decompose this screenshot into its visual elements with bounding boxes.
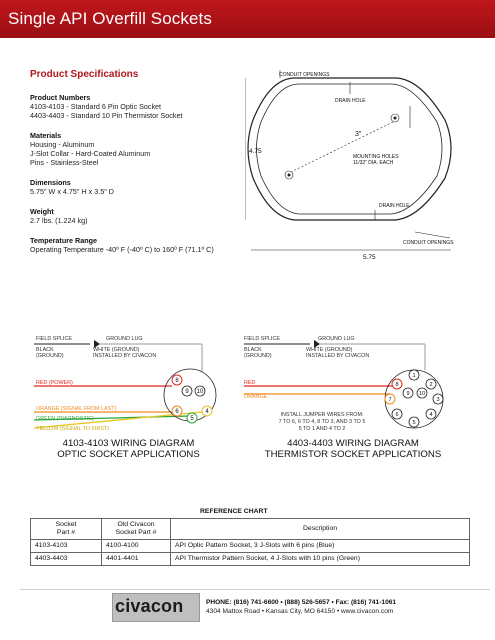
header-bar — [0, 0, 495, 38]
table-header-socket — [31, 519, 102, 540]
optic-orange-label: ORANGE (SIGNAL FROM LAST) — [36, 406, 117, 412]
reference-chart-title: REFERENCE CHART — [200, 508, 268, 515]
socket-dimension-drawing — [245, 60, 485, 270]
table-cell: 4103-4103 — [31, 540, 102, 553]
ground-lug-icon — [94, 340, 100, 348]
therm-installed-label: INSTALLED BY CIVACON — [306, 353, 370, 359]
leader-line — [415, 232, 450, 238]
therm-pin-10: 10 — [418, 391, 426, 397]
spec-line: 4403-4403 - Standard 10 Pin Thermistor Socket — [30, 111, 183, 120]
optic-caption-subtitle: OPTIC SOCKET APPLICATIONS — [57, 449, 200, 460]
spec-label: Temperature Range — [30, 236, 97, 245]
optic-black-label: BLACK — [36, 347, 54, 353]
thermistor-socket-face — [380, 366, 460, 432]
jumper-instruction-2: 7 TO 6, 6 TO 4, 8 TO 3, AND 3 TO 5 — [278, 419, 366, 425]
optic-pin-9: 9 — [185, 389, 189, 395]
spec-weight — [30, 207, 245, 225]
table-cell: API Thermistor Pattern Socket, 4 J-Slots with 10 pins (Green) — [171, 553, 470, 566]
three-inch-label: 3" — [355, 131, 362, 138]
optic-white-label: WHITE (GROUND) — [93, 347, 140, 353]
therm-caption-title: 4403-4403 WIRING DIAGRAM — [287, 438, 419, 449]
drain-hole-top-label: DRAIN HOLE — [335, 98, 366, 104]
footer-phone: PHONE: (816) 741-6600 • (888) 526-5657 • Fax: (816) 741-1061 — [206, 599, 397, 606]
spec-line: Pins - Stainless-Steel — [30, 158, 99, 167]
jumper-instruction-1: INSTALL JUMPER WIRES FROM: — [280, 412, 364, 418]
therm-pin-9: 9 — [406, 391, 410, 397]
therm-field-splice-label: FIELD SPLICE — [244, 336, 280, 342]
optic-installed-label: INSTALLED BY CIVACON — [93, 353, 157, 359]
footer-divider — [20, 589, 490, 590]
table-cell: 4401-4401 — [102, 553, 171, 566]
optic-caption-title: 4103-4103 WIRING DIAGRAM — [62, 438, 195, 449]
specs-heading: Product Specifications — [30, 69, 139, 80]
civacon-logo: civacon — [115, 596, 184, 616]
spec-materials — [30, 131, 245, 167]
product-specifications — [30, 70, 245, 265]
mounting-hole-icon — [288, 174, 290, 176]
therm-pin-2: 2 — [429, 382, 433, 388]
table-header-description — [171, 519, 470, 540]
therm-ground-lug-label: GROUND LUG — [318, 336, 355, 342]
therm-red-label: RED — [244, 380, 256, 386]
header-line: Socket — [55, 521, 77, 528]
therm-pin-5: 5 — [412, 420, 416, 426]
header-line: Old Civacon — [117, 521, 155, 528]
optic-pin-4: 4 — [205, 409, 209, 415]
therm-pin-4: 4 — [429, 412, 433, 418]
ground-lug-icon — [314, 340, 320, 348]
spec-line: J-Slot Collar - Hard-Coated Aluminum — [30, 149, 151, 158]
spec-line: 2.7 lbs. (1.224 kg) — [30, 216, 88, 225]
optic-pin-10: 10 — [196, 389, 204, 395]
drain-hole-bottom-label: DRAIN HOLE — [379, 203, 410, 209]
table-header-old-part — [102, 519, 171, 540]
mounting-holes-label: MOUNTING HOLES — [353, 154, 399, 160]
spec-label: Weight — [30, 207, 54, 216]
optic-field-splice-label: FIELD SPLICE — [36, 336, 72, 342]
spec-line: Housing - Aluminum — [30, 140, 95, 149]
table-cell: API Optic Pattern Socket, 3 J-Slots with 6 pins (Blue) — [171, 540, 470, 553]
spec-label: Dimensions — [30, 178, 71, 187]
optic-black-ground-label: (GROUND) — [36, 353, 64, 359]
spec-dimensions — [30, 178, 245, 196]
mounting-hole-icon — [394, 117, 396, 119]
width-dimension-label: 5.75 — [363, 254, 376, 261]
table-header-row — [31, 519, 470, 540]
header-line: Description — [303, 525, 337, 532]
optic-ground-lug-label: GROUND LUG — [106, 336, 143, 342]
spec-label: Product Numbers — [30, 93, 91, 102]
header-line: Part # — [56, 529, 76, 536]
height-dimension-label: 4.75 — [249, 148, 262, 155]
therm-pin-7: 7 — [388, 397, 392, 403]
spec-line: 4103-4103 - Standard 6 Pin Optic Socket — [30, 102, 162, 111]
therm-orange-label: ORANGE — [244, 394, 268, 400]
therm-pin-3: 3 — [436, 397, 440, 403]
optic-red-label: RED (POWER) — [36, 380, 73, 386]
optic-pin-6: 6 — [175, 409, 179, 415]
therm-pin-6: 6 — [395, 412, 399, 418]
table-row — [31, 553, 470, 566]
reference-chart-table — [30, 518, 470, 566]
conduit-openings-bottom-label: CONDUIT OPENINGS — [403, 240, 454, 246]
spec-product-numbers — [30, 93, 245, 120]
optic-yellow-label: YELLOW (SIGNAL TO FIRST) — [36, 426, 109, 432]
therm-caption-subtitle: THERMISTOR SOCKET APPLICATIONS — [264, 449, 442, 460]
optic-socket-face — [160, 365, 220, 425]
page-title: Single API Overfill Sockets — [8, 9, 212, 28]
therm-pin-1: 1 — [412, 373, 416, 379]
therm-black-ground-label: (GROUND) — [244, 353, 272, 359]
spec-label: Materials — [30, 131, 62, 140]
mounting-holes-dia-label: 11/32" DIA. EACH — [353, 160, 394, 166]
footer-address: 4304 Mattox Road • Kansas City, MO 64150 • www.civacon.com — [206, 608, 394, 615]
table-row — [31, 540, 470, 553]
spec-line: Operating Temperature -40º F (-40º C) to 160º F (71.1º C) — [30, 245, 214, 254]
therm-black-label: BLACK — [244, 347, 262, 353]
optic-green-label: GREEN (DIAGNOSTIC) — [36, 416, 94, 422]
conduit-openings-top-label: CONDUIT OPENINGS — [279, 72, 330, 78]
therm-white-label: WHITE (GROUND) — [306, 347, 353, 353]
table-cell: 4403-4403 — [31, 553, 102, 566]
header-line: Socket Part # — [115, 529, 157, 536]
spec-temperature — [30, 236, 245, 254]
optic-pin-5: 5 — [190, 416, 194, 422]
spec-line: 5.75" W x 4.75" H x 3.5" D — [30, 187, 114, 196]
jumper-instruction-3: 5 TO 1 AND 4 TO 2 — [298, 426, 346, 432]
therm-pin-8: 8 — [395, 382, 399, 388]
table-cell: 4100-4100 — [102, 540, 171, 553]
optic-pin-8: 8 — [175, 378, 179, 384]
